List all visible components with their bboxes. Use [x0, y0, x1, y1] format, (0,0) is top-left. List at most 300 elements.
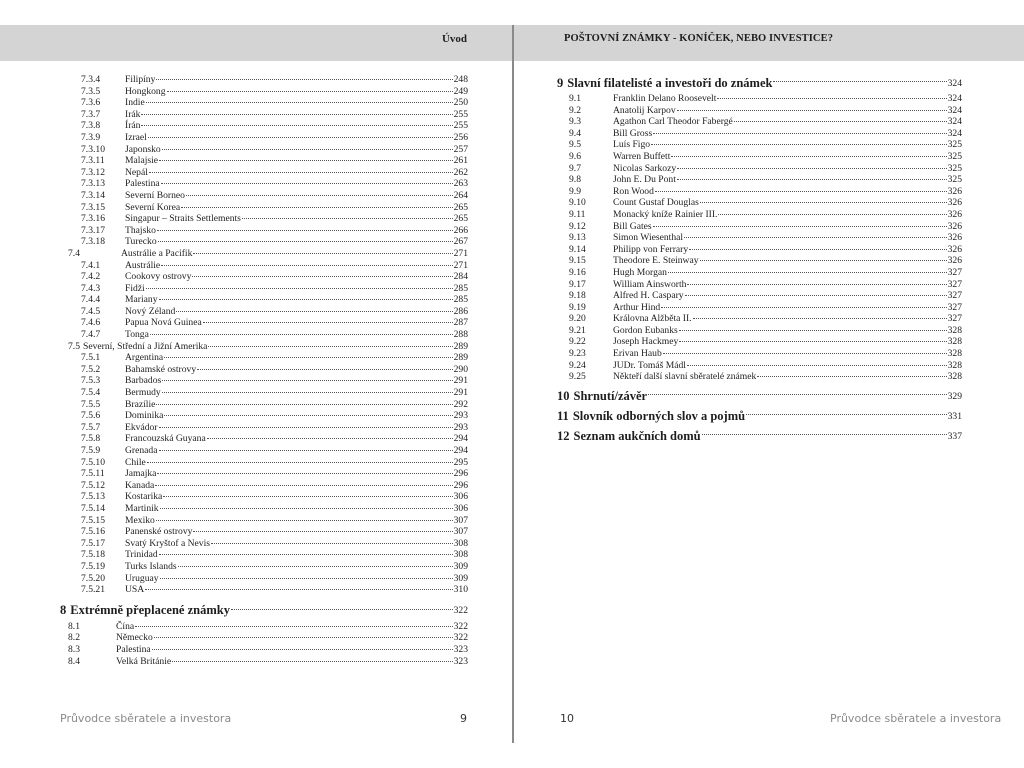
- toc-subsection[interactable]: [60, 306, 468, 318]
- toc-entry-page: 271: [453, 259, 468, 271]
- left-running-header: Úvod: [441, 33, 467, 45]
- toc-entry-title: Nicolas Sarkozy: [613, 162, 677, 174]
- toc-section[interactable]: [557, 290, 962, 302]
- dot-leader: [158, 241, 453, 242]
- toc-entry-number: 9.6: [569, 150, 581, 162]
- dot-leader: [162, 380, 452, 381]
- toc-entry-title: Barbados: [125, 375, 162, 387]
- toc-subsection[interactable]: [60, 283, 468, 295]
- toc-entry-title: Ekvádor: [125, 421, 158, 433]
- toc-entry-title: Grenada: [125, 445, 158, 456]
- toc-chapter-10[interactable]: [557, 387, 962, 407]
- toc-entry-page: 337: [947, 431, 962, 443]
- toc-entry-page: 323: [453, 655, 468, 667]
- toc-subsection[interactable]: [60, 468, 468, 480]
- toc-entry-number: 7.5.9: [81, 445, 101, 456]
- toc-entry-number: 7.4.6: [81, 317, 101, 329]
- toc-entry-page: 327: [947, 266, 962, 278]
- toc-entry-title: Nepál: [125, 166, 148, 178]
- toc-subsection[interactable]: [60, 399, 468, 411]
- toc-subsection[interactable]: [60, 573, 468, 585]
- dot-leader: [689, 249, 946, 250]
- toc-entry-page: 265: [453, 213, 468, 225]
- toc-subsection[interactable]: [60, 260, 468, 272]
- toc-entry-number: 7.5.1: [81, 352, 101, 364]
- dot-leader: [162, 392, 453, 393]
- page-spine-divider: [512, 25, 514, 743]
- toc-subsection[interactable]: [60, 86, 468, 98]
- toc-entry-title: John E. Du Pont: [613, 174, 676, 186]
- toc-entry-number: 9.18: [569, 290, 586, 302]
- toc-subsection[interactable]: [60, 515, 468, 527]
- toc-entry-title: USA: [125, 584, 145, 596]
- toc-entry-page: 250: [453, 97, 468, 109]
- dot-leader: [146, 288, 453, 289]
- toc-entry-page: 293: [453, 421, 468, 433]
- dot-leader: [687, 365, 947, 366]
- dot-leader: [208, 346, 452, 347]
- toc-entry-title: Turecko: [125, 236, 157, 248]
- toc-entry-number: 7.3.16: [81, 213, 105, 225]
- toc-entry-number: 8.3: [68, 643, 80, 655]
- toc-entry-page: 326: [947, 243, 962, 255]
- left-footer-book-title: Průvodce sběratele a investora: [60, 712, 232, 725]
- toc-entry-page: 326: [947, 185, 962, 197]
- toc-entry-title: Hugh Morgan: [613, 266, 667, 278]
- toc-entry-title: Tonga: [125, 329, 149, 341]
- toc-entry-number: 7.5.20: [81, 572, 105, 584]
- toc-entry-page: 326: [947, 232, 962, 244]
- toc-entry-page: 293: [453, 410, 468, 422]
- toc-entry-page: 326: [947, 220, 962, 232]
- dot-leader: [700, 260, 947, 261]
- toc-entry-title: Luís Figo: [613, 139, 651, 151]
- toc-entry-title: Malajsie: [125, 155, 159, 167]
- toc-subsection[interactable]: [60, 526, 468, 538]
- toc-subsection[interactable]: [60, 491, 468, 503]
- toc-section[interactable]: [557, 116, 962, 128]
- toc-entry-page: 286: [453, 305, 468, 317]
- toc-entry-number: 7.3.18: [81, 236, 105, 248]
- dot-leader: [677, 179, 947, 180]
- toc-entry-title: Hongkong: [125, 85, 166, 97]
- toc-entry-number: 9.25: [569, 371, 586, 383]
- toc-entry-number: 7.3.14: [81, 189, 105, 201]
- toc-entry-number: 7.5.15: [81, 514, 105, 526]
- toc-entry-number: 7.5.18: [81, 549, 105, 561]
- dot-leader: [160, 578, 453, 579]
- toc-entry-number: 9.7: [569, 162, 581, 174]
- toc-subsection[interactable]: [60, 433, 468, 445]
- toc-entry-page: 306: [453, 502, 468, 514]
- toc-subsection[interactable]: [60, 190, 468, 202]
- toc-entry-title: Chile: [125, 456, 146, 468]
- dot-leader: [135, 626, 452, 627]
- toc-entry-number: 7.4.2: [81, 271, 101, 283]
- toc-entry-number: 8.2: [68, 632, 80, 644]
- toc-entry-title: Ron Wood: [613, 185, 654, 197]
- toc-subsection[interactable]: [60, 109, 468, 121]
- toc-section[interactable]: [557, 371, 962, 383]
- toc-entry-title: Agathon Carl Theodor Fabergé: [613, 116, 733, 128]
- dot-leader: [700, 202, 947, 203]
- toc-entry-number: 7.4.7: [81, 329, 101, 341]
- toc-chapter-12[interactable]: [557, 427, 962, 447]
- toc-entry-page: 322: [453, 632, 468, 644]
- toc-subsection[interactable]: [60, 271, 468, 283]
- toc-entry-page: 285: [453, 282, 468, 294]
- toc-entry-title: Někteří další slavní sběratelé známek: [613, 371, 757, 383]
- dot-leader: [193, 531, 452, 532]
- toc-entry-title: Warren Buffett: [613, 150, 671, 162]
- toc-subsection[interactable]: [60, 549, 468, 561]
- toc-entry-page: 264: [453, 189, 468, 201]
- toc-subsection[interactable]: [60, 144, 468, 156]
- toc-entry-title: Jamajka: [125, 468, 157, 480]
- toc-entry-number: 7.4.5: [81, 305, 101, 317]
- dot-leader: [164, 357, 452, 358]
- toc-entry-title: Theodore E. Steinway: [613, 255, 699, 267]
- toc-entry-page: 291: [453, 375, 468, 387]
- toc-subsection[interactable]: [60, 97, 468, 109]
- toc-entry-title: Kanada: [125, 479, 155, 491]
- dot-leader: [156, 404, 452, 405]
- toc-entry-title: Joseph Hackmey: [613, 336, 679, 348]
- toc-entry-number: 9.15: [569, 255, 586, 267]
- toc-subsection[interactable]: [60, 213, 468, 225]
- dot-leader: [197, 369, 452, 370]
- toc-subsection[interactable]: [60, 167, 468, 179]
- dot-leader: [651, 144, 947, 145]
- toc-entry-number: 7.3.12: [81, 166, 105, 178]
- toc-entry-title: Franklin Delano Roosevelt: [613, 93, 717, 104]
- toc-entry-number: 9.9: [569, 185, 581, 197]
- toc-chapter-11[interactable]: [557, 407, 962, 427]
- toc-entry-page: 289: [453, 340, 468, 352]
- toc-section[interactable]: [557, 255, 962, 267]
- toc-subsection[interactable]: [60, 410, 468, 422]
- toc-subsection[interactable]: [60, 225, 468, 237]
- toc-entry-title: Erivan Haub: [613, 348, 662, 360]
- dot-leader: [687, 284, 946, 285]
- toc-entry-title: Anatolij Karpov: [613, 104, 676, 116]
- dot-leader: [663, 353, 947, 354]
- dot-leader: [655, 191, 947, 192]
- toc-entry-page: 307: [453, 526, 468, 538]
- toc-subsection[interactable]: [60, 457, 468, 469]
- toc-chapter-9[interactable]: [557, 74, 962, 93]
- dot-leader: [145, 589, 452, 590]
- toc-entry-page: 322: [453, 620, 468, 632]
- toc-entry-page: 325: [947, 139, 962, 151]
- dot-leader: [152, 649, 453, 650]
- toc-section[interactable]: [60, 632, 468, 644]
- toc-entry-page: 324: [947, 104, 962, 116]
- dot-leader: [773, 81, 946, 82]
- toc-entry-number: 9.19: [569, 301, 586, 313]
- dot-leader: [160, 508, 453, 509]
- toc-subsection[interactable]: [60, 352, 468, 364]
- dot-leader: [661, 307, 946, 308]
- dot-leader: [159, 160, 453, 161]
- toc-entry-number: 9.21: [569, 324, 586, 336]
- toc-section[interactable]: [557, 313, 962, 325]
- toc-section[interactable]: [557, 267, 962, 279]
- toc-section[interactable]: [60, 248, 468, 260]
- toc-section[interactable]: [557, 221, 962, 233]
- toc-entry-title: Filipíny: [125, 74, 156, 85]
- toc-entry-title: Thajsko: [125, 224, 156, 236]
- toc-entry-number: 7.5.10: [81, 456, 105, 468]
- toc-chapter-8[interactable]: [60, 602, 468, 621]
- dot-leader: [207, 438, 453, 439]
- toc-entry-page: 307: [453, 514, 468, 526]
- dot-leader: [702, 434, 947, 435]
- toc-section[interactable]: [557, 209, 962, 221]
- toc-entry-number: 7.5.17: [81, 537, 105, 549]
- toc-entry-number: 7.3.13: [81, 178, 105, 190]
- toc-entry-page: 324: [947, 116, 962, 128]
- toc-entry-title: Severní Korea: [125, 201, 181, 213]
- toc-entry-number: 9.4: [569, 127, 581, 139]
- toc-entry-page: 325: [947, 162, 962, 174]
- dot-leader: [668, 272, 947, 273]
- toc-section[interactable]: [557, 360, 962, 372]
- toc-entry-page: 328: [947, 348, 962, 360]
- toc-entry-number: 7.5.7: [81, 421, 101, 433]
- toc-section[interactable]: [557, 197, 962, 209]
- toc-subsection[interactable]: [60, 132, 468, 144]
- dot-leader: [164, 415, 452, 416]
- toc-subsection[interactable]: [60, 480, 468, 492]
- toc-entry-page: 308: [453, 549, 468, 561]
- toc-entry-page: 292: [453, 398, 468, 410]
- toc-entry-number: 7.3.10: [81, 143, 105, 155]
- toc-section[interactable]: [557, 139, 962, 151]
- toc-section[interactable]: [557, 232, 962, 244]
- toc-subsection[interactable]: [60, 445, 468, 457]
- toc-entry-number: 9.11: [569, 208, 586, 220]
- toc-entry-page: 296: [453, 479, 468, 491]
- left-page-toc: [60, 74, 468, 667]
- toc-subsection[interactable]: [60, 155, 468, 167]
- toc-entry-page: 295: [453, 456, 468, 468]
- toc-entry-number: 7.5.12: [81, 479, 105, 491]
- toc-entry-title: Arthur Hind: [613, 301, 661, 313]
- toc-section[interactable]: [557, 163, 962, 175]
- toc-entry-title: Nový Zéland: [125, 305, 176, 317]
- toc-entry-number: 9.5: [569, 139, 581, 151]
- toc-section[interactable]: [557, 325, 962, 337]
- dot-leader: [717, 98, 946, 99]
- toc-entry-number: 7.5.11: [81, 468, 105, 480]
- toc-entry-number: 7.5.19: [81, 560, 105, 572]
- toc-entry-number: 7.3.8: [81, 120, 101, 132]
- toc-subsection[interactable]: [60, 584, 468, 596]
- right-running-header: POŠTOVNÍ ZNÁMKY - KONÍČEK, NEBO INVESTICE?: [564, 33, 834, 44]
- toc-entry-page: 327: [947, 278, 962, 290]
- toc-entry-page: 248: [453, 74, 468, 85]
- dot-leader: [677, 168, 946, 169]
- dot-leader: [172, 661, 452, 662]
- toc-entry-title: Dominika: [125, 410, 164, 422]
- toc-entry-page: 329: [947, 391, 962, 403]
- toc-entry-number: 9.8: [569, 174, 581, 186]
- toc-entry-page: 328: [947, 371, 962, 383]
- toc-entry-page: 322: [453, 605, 468, 617]
- toc-entry-page: 309: [453, 560, 468, 572]
- toc-entry-title: Austrálie: [125, 259, 161, 271]
- toc-section[interactable]: [557, 186, 962, 198]
- toc-entry-number: 7.3.11: [81, 155, 105, 167]
- toc-subsection[interactable]: [60, 317, 468, 329]
- toc-entry-number: 8.1: [68, 620, 80, 632]
- toc-section[interactable]: [557, 128, 962, 140]
- toc-entry-number: 9.24: [569, 359, 586, 371]
- toc-section[interactable]: [557, 244, 962, 256]
- toc-entry-number: 7.4.3: [81, 282, 101, 294]
- toc-entry-number: 7.4: [68, 247, 80, 259]
- right-footer-book-title: Průvodce sběratele a investora: [830, 712, 1002, 725]
- toc-subsection[interactable]: [60, 120, 468, 132]
- toc-entry-number: 9.22: [569, 336, 586, 348]
- toc-entry-title: Bill Gross: [613, 127, 653, 139]
- toc-entry-number: 9: [557, 75, 564, 90]
- dot-leader: [162, 149, 453, 150]
- toc-entry-page: 328: [947, 359, 962, 371]
- toc-entry-page: 290: [453, 363, 468, 375]
- toc-subsection[interactable]: [60, 422, 468, 434]
- toc-section[interactable]: [60, 644, 468, 656]
- toc-entry-title: Alfred H. Caspary: [613, 290, 684, 302]
- dot-leader: [211, 543, 453, 544]
- toc-entry-title: Německo: [116, 632, 153, 644]
- dot-leader: [684, 237, 947, 238]
- toc-entry-title: Uruguay: [125, 572, 159, 584]
- dot-leader: [203, 322, 453, 323]
- dot-leader: [677, 110, 947, 111]
- toc-entry-title: Írán: [125, 120, 141, 132]
- toc-section[interactable]: [60, 656, 468, 668]
- toc-section[interactable]: [557, 151, 962, 163]
- toc-entry-number: 7.3.15: [81, 201, 105, 213]
- toc-subsection[interactable]: [60, 538, 468, 550]
- toc-entry-title: Simon Wiesenthal: [613, 232, 684, 244]
- dot-leader: [157, 230, 453, 231]
- toc-entry-page: 327: [947, 290, 962, 302]
- toc-entry-page: 255: [453, 108, 468, 120]
- toc-subsection[interactable]: [60, 236, 468, 248]
- toc-entry-page: 328: [947, 336, 962, 348]
- toc-section[interactable]: [557, 105, 962, 117]
- toc-section[interactable]: [60, 341, 468, 353]
- dot-leader: [653, 226, 947, 227]
- toc-entry-number: 9.17: [569, 278, 586, 290]
- dot-leader: [156, 520, 453, 521]
- toc-subsection[interactable]: [60, 387, 468, 399]
- toc-entry-page: 294: [453, 445, 468, 456]
- toc-entry-page: 326: [947, 197, 962, 209]
- toc-entry-page: 256: [453, 131, 468, 143]
- toc-entry-number: 7.5.6: [81, 410, 101, 422]
- toc-section[interactable]: [557, 336, 962, 348]
- toc-section[interactable]: [557, 279, 962, 291]
- toc-entry-title: Kostarika: [125, 491, 163, 503]
- dot-leader: [648, 394, 947, 395]
- toc-section[interactable]: [557, 302, 962, 314]
- toc-subsection[interactable]: [60, 503, 468, 515]
- toc-entry-number: 9.13: [569, 232, 586, 244]
- right-footer-page-number: 10: [560, 712, 574, 725]
- dot-leader: [161, 183, 453, 184]
- toc-entry-title: Extrémně přeplacené známky: [70, 603, 230, 618]
- toc-entry-number: 9.10: [569, 197, 586, 209]
- toc-entry-number: 9.2: [569, 104, 581, 116]
- toc-entry-title: Seznam aukčních domů: [573, 429, 701, 444]
- dot-leader: [679, 330, 947, 331]
- toc-subsection[interactable]: [60, 294, 468, 306]
- toc-entry-page: 291: [453, 387, 468, 399]
- toc-entry-page: 324: [947, 127, 962, 139]
- toc-entry-page: 249: [453, 85, 468, 97]
- toc-entry-page: 261: [453, 155, 468, 167]
- toc-entry-title: Martinik: [125, 502, 159, 514]
- dot-leader: [159, 427, 453, 428]
- toc-section[interactable]: [557, 174, 962, 186]
- toc-entry-title: Gordon Eubanks: [613, 324, 678, 336]
- dot-leader: [181, 207, 452, 208]
- toc-subsection[interactable]: [60, 202, 468, 214]
- toc-entry-title: Indie: [125, 97, 145, 109]
- toc-section[interactable]: [557, 348, 962, 360]
- toc-subsection[interactable]: [60, 375, 468, 387]
- toc-entry-title: Fidži: [125, 282, 145, 294]
- dot-leader: [186, 195, 453, 196]
- left-footer-page-number: 9: [460, 712, 467, 725]
- toc-subsection[interactable]: [60, 329, 468, 341]
- toc-entry-number: 7.3.4: [81, 74, 101, 85]
- toc-section[interactable]: [60, 621, 468, 633]
- dot-leader: [159, 299, 453, 300]
- toc-section[interactable]: [557, 93, 962, 105]
- dot-leader: [193, 253, 452, 254]
- toc-entry-number: 9.12: [569, 220, 586, 232]
- toc-entry-title: Izrael: [125, 131, 147, 143]
- toc-entry-title: Count Gustaf Douglas: [613, 197, 699, 209]
- toc-subsection[interactable]: [60, 74, 468, 86]
- dot-leader: [192, 276, 452, 277]
- dot-leader: [718, 214, 946, 215]
- toc-entry-number: 10: [557, 389, 570, 404]
- dot-leader: [154, 637, 453, 638]
- toc-entry-title: Monacký kníže Rainier III.: [613, 208, 718, 220]
- toc-entry-title: Austrálie a Pacifik: [121, 247, 193, 259]
- toc-subsection[interactable]: [60, 561, 468, 573]
- toc-entry-page: 325: [947, 150, 962, 162]
- toc-entry-title: Irák: [125, 108, 141, 120]
- dot-leader: [653, 133, 946, 134]
- toc-entry-number: 7.5.14: [81, 502, 105, 514]
- toc-entry-number: 11: [557, 409, 569, 424]
- toc-entry-number: 9.16: [569, 266, 586, 278]
- toc-entry-page: 288: [453, 329, 468, 341]
- dot-leader: [155, 485, 452, 486]
- toc-entry-title: Philipp von Ferrary: [613, 243, 689, 255]
- toc-subsection[interactable]: [60, 364, 468, 376]
- toc-subsection[interactable]: [60, 178, 468, 190]
- toc-entry-number: 7.5.4: [81, 387, 101, 399]
- toc-entry-title: Cookovy ostrovy: [125, 271, 192, 283]
